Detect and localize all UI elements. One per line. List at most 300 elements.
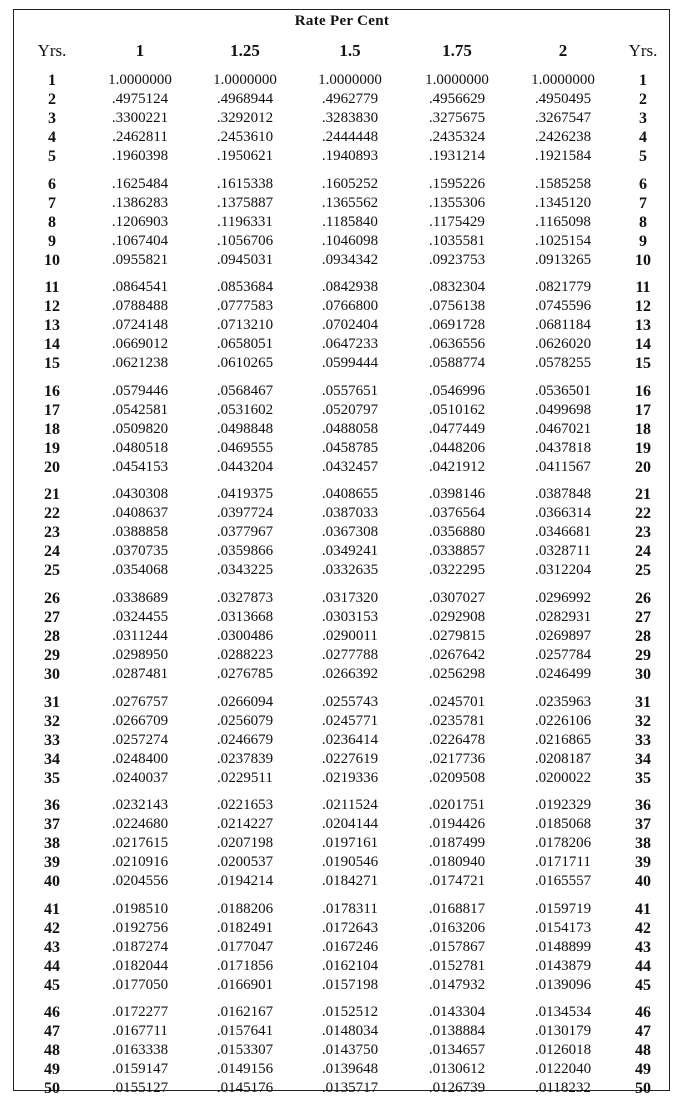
year-label-left: 28: [44, 628, 60, 645]
year-label-left: 13: [44, 317, 60, 335]
table-cell: .0421912: [428, 458, 486, 475]
table-cell: .0588774: [428, 355, 486, 372]
table-cell: .0531602: [216, 401, 274, 418]
yrs-header-left: Yrs.: [37, 41, 67, 60]
year-label-right: 40: [635, 873, 651, 891]
table-cell: .0499698: [534, 401, 592, 418]
table-cell: .0313668: [216, 609, 274, 625]
table-cell: .0180940: [428, 854, 486, 871]
table-cell: .0432457: [321, 458, 379, 475]
table-cell: .0842938: [321, 279, 379, 296]
table-cell: .1035581: [428, 232, 486, 249]
table-cell: .3292012: [216, 110, 274, 126]
rate-header: 1: [135, 41, 145, 60]
table-cell: .0126018: [534, 1042, 592, 1059]
table-cell: .0235781: [428, 712, 486, 729]
year-label-right: 29: [635, 647, 651, 664]
table-cell: .0255743: [321, 693, 379, 710]
table-cell: .0178206: [534, 835, 592, 852]
table-cell: .0171711: [535, 854, 591, 871]
table-cell: .0317320: [321, 590, 379, 606]
year-label-right: 28: [635, 628, 651, 645]
table-cell: .0610265: [216, 355, 274, 372]
table-cell: .1595226: [428, 175, 486, 192]
table-cell: .0134534: [534, 1004, 592, 1021]
table-cell: .0210916: [111, 854, 169, 871]
table-cell: .1196331: [217, 213, 273, 230]
table-cell: .1365562: [321, 194, 379, 211]
table-cell: .0647233: [321, 336, 379, 353]
year-label-left: 38: [44, 835, 60, 853]
table-cell: .0853684: [216, 279, 274, 296]
year-label-right: 13: [635, 317, 651, 335]
table-cell: .0185068: [534, 816, 592, 833]
year-label-right: 30: [635, 666, 651, 683]
table-cell: .0198510: [111, 900, 169, 917]
table-cell: .0277788: [321, 647, 379, 663]
table-cell: .0756138: [428, 298, 486, 315]
year-label-left: 16: [44, 382, 60, 400]
table-cell: .0240037: [111, 769, 169, 786]
year-label-right: 36: [635, 797, 651, 815]
year-label-left: 19: [44, 439, 60, 457]
table-cell: .0387033: [321, 505, 379, 522]
year-label-right: 27: [635, 609, 651, 626]
table-cell: .0188206: [216, 900, 274, 917]
table-cell: .0276785: [216, 666, 274, 682]
table-cell: .0152781: [428, 957, 486, 974]
table-cell: .1355306: [428, 194, 486, 211]
table-cell: .0327873: [216, 590, 274, 606]
year-label-right: 50: [635, 1080, 651, 1098]
table-cell: .0168817: [428, 900, 486, 917]
table-cell: .0152512: [321, 1004, 379, 1021]
table-cell: .0579446: [111, 382, 169, 399]
table-cell: .1185840: [322, 213, 378, 230]
table-cell: .0408655: [321, 486, 379, 503]
table-cell: .0139648: [321, 1061, 379, 1078]
table-cell: .0148899: [534, 938, 592, 955]
table-cell: .0832304: [428, 279, 486, 296]
table-cell: .0143879: [534, 957, 592, 974]
table-cell: .0204144: [321, 816, 379, 833]
table-cell: .0338857: [428, 543, 486, 560]
table-cell: .0377967: [216, 524, 274, 541]
table-cell: .0246499: [534, 666, 592, 682]
table-cell: .1175429: [429, 213, 485, 230]
table-cell: .0303153: [321, 609, 379, 625]
year-label-left: 46: [44, 1004, 60, 1022]
table-cell: .0143304: [428, 1004, 486, 1021]
table-cell: .0269897: [534, 628, 592, 644]
table-cell: .0211524: [322, 797, 378, 814]
table-cell: .0147932: [428, 976, 486, 993]
table-cell: .0208187: [534, 750, 592, 767]
table-cell: .0397724: [216, 505, 274, 522]
table-cell: .0235963: [534, 693, 592, 710]
table-cell: .0226478: [428, 731, 486, 748]
table-cell: .0167246: [321, 938, 379, 955]
table-cell: .1585258: [534, 175, 592, 192]
table-cell: .0157641: [216, 1023, 274, 1040]
year-label-right: 49: [635, 1061, 651, 1079]
year-label-right: 25: [635, 562, 651, 580]
year-label-right: 37: [635, 816, 651, 834]
table-cell: .0276757: [111, 693, 169, 710]
table-cell: .0245771: [321, 712, 379, 729]
table-cell: .0510162: [428, 401, 486, 418]
table-cell: .0498848: [216, 420, 274, 437]
table-cell: .0162167: [216, 1004, 274, 1021]
table-cell: .0229511: [217, 769, 273, 786]
table-cell: .0312204: [534, 562, 592, 579]
table-cell: .0192756: [111, 919, 169, 936]
table-cell: .4975124: [111, 91, 169, 107]
year-label-left: 40: [44, 873, 60, 891]
year-label-left: 50: [44, 1080, 60, 1098]
year-label-right: 15: [635, 355, 651, 373]
table-cell: .0163338: [111, 1042, 169, 1059]
table-cell: .3300221: [111, 110, 169, 126]
year-label-right: 21: [635, 486, 651, 504]
table-cell: .4956629: [428, 91, 486, 107]
year-label-left: 27: [44, 609, 60, 626]
table-cell: .0356880: [428, 524, 486, 541]
table-cell: .0153307: [216, 1042, 274, 1059]
table-cell: .0266392: [321, 666, 379, 682]
year-label-left: 18: [44, 420, 60, 438]
table-cell: .0266709: [111, 712, 169, 729]
table-cell: .0387848: [534, 486, 592, 503]
table-cell: .1625484: [111, 175, 169, 192]
table-cell: .0177050: [111, 976, 169, 993]
table-cell: .0266094: [216, 693, 274, 710]
year-label-left: 25: [44, 562, 60, 580]
table-cell: .0224680: [111, 816, 169, 833]
table-cell: .1025154: [534, 232, 592, 249]
table-cell: .0469555: [216, 439, 274, 456]
rate-header: 1.5: [339, 41, 361, 60]
year-label-right: 45: [635, 976, 651, 994]
year-label-left: 10: [44, 251, 60, 269]
table-cell: .0913265: [534, 251, 592, 268]
year-label-left: 4: [48, 129, 56, 146]
table-cell: .0411567: [535, 458, 591, 475]
table-cell: .1206903: [111, 213, 169, 230]
table-cell: .2453610: [216, 129, 274, 145]
table-cell: .0788488: [111, 298, 169, 315]
table-cell: .0145176: [216, 1080, 274, 1097]
table-cell: .0226106: [534, 712, 592, 729]
rate-header: 1.25: [230, 41, 260, 60]
table-cell: .3275675: [428, 110, 486, 126]
table-cell: .1056706: [216, 232, 274, 249]
table-cell: .0200537: [216, 854, 274, 871]
table-cell: .0520797: [321, 401, 379, 418]
table-cell: .0187499: [428, 835, 486, 852]
year-label-left: 34: [44, 750, 60, 768]
year-label-left: 35: [44, 769, 60, 787]
table-cell: .0388858: [111, 524, 169, 541]
table-cell: 1.0000000: [425, 72, 489, 88]
year-label-left: 21: [44, 486, 60, 504]
table-cell: .0256079: [216, 712, 274, 729]
table-cell: .0349241: [321, 543, 379, 560]
year-label-left: 24: [44, 543, 60, 561]
table-cell: .0245701: [428, 693, 486, 710]
year-label-left: 26: [44, 590, 60, 607]
table-cell: .0568467: [216, 382, 274, 399]
table-cell: .0165557: [534, 873, 592, 890]
rate-header: 1.75: [442, 41, 472, 60]
table-cell: .0480518: [111, 439, 169, 456]
year-label-right: 19: [635, 439, 651, 457]
table-cell: .2426238: [534, 129, 592, 145]
year-label-right: 8: [639, 213, 647, 231]
table-cell: .0279815: [428, 628, 486, 644]
year-label-right: 14: [635, 336, 651, 354]
table-cell: .0443204: [216, 458, 274, 475]
table-cell: .0766800: [321, 298, 379, 315]
table-cell: .0257274: [111, 731, 169, 748]
year-label-left: 7: [48, 194, 56, 212]
table-cell: .0143750: [321, 1042, 379, 1059]
table-cell: .1940893: [321, 148, 379, 164]
year-label-left: 30: [44, 666, 60, 683]
year-label-right: 9: [639, 232, 647, 250]
table-cell: .0149156: [216, 1061, 274, 1078]
table-cell: .0209508: [428, 769, 486, 786]
table-cell: .0138884: [428, 1023, 486, 1040]
year-label-left: 1: [48, 72, 56, 89]
year-label-right: 17: [635, 401, 651, 419]
table-cell: .0148034: [321, 1023, 379, 1040]
year-label-right: 22: [635, 505, 651, 523]
table-cell: .0367308: [321, 524, 379, 541]
year-label-left: 29: [44, 647, 60, 664]
table-cell: .0945031: [216, 251, 274, 268]
table-cell: .0257784: [534, 647, 592, 663]
table-cell: .0216865: [534, 731, 592, 748]
year-label-left: 44: [44, 957, 60, 975]
year-label-right: 1: [639, 72, 647, 89]
table-cell: .0669012: [111, 336, 169, 353]
year-label-left: 6: [48, 175, 56, 193]
year-label-right: 18: [635, 420, 651, 438]
table-cell: .0557651: [321, 382, 379, 399]
table-cell: .0322295: [428, 562, 486, 579]
year-label-right: 24: [635, 543, 651, 561]
table-cell: .1960398: [111, 148, 169, 164]
table-cell: .0182491: [216, 919, 274, 936]
table-cell: .0172277: [111, 1004, 169, 1021]
table-cell: .0190546: [321, 854, 379, 871]
table-cell: .0219336: [321, 769, 379, 786]
table-cell: .0157867: [428, 938, 486, 955]
table-cell: .0155127: [111, 1080, 169, 1097]
table-cell: .0288223: [216, 647, 274, 663]
table-cell: .1386283: [111, 194, 169, 211]
year-label-right: 4: [639, 129, 647, 146]
rate-header: 2: [558, 41, 568, 60]
table-cell: .0282931: [534, 609, 592, 625]
table-cell: .0599444: [321, 355, 379, 372]
year-label-left: 17: [44, 401, 60, 419]
table-cell: .0236414: [321, 731, 379, 748]
year-label-left: 9: [48, 232, 56, 250]
table-cell: .0777583: [216, 298, 274, 315]
table-cell: .0536501: [534, 382, 592, 399]
year-label-right: 38: [635, 835, 651, 853]
table-cell: .0171856: [216, 957, 274, 974]
table-cell: .1067404: [111, 232, 169, 249]
year-label-left: 31: [44, 693, 60, 711]
year-label-right: 35: [635, 769, 651, 787]
table-cell: .1921584: [534, 148, 592, 164]
year-label-left: 37: [44, 816, 60, 834]
table-cell: .0200022: [534, 769, 592, 786]
table-cell: .0691728: [428, 317, 486, 334]
year-label-right: 39: [635, 854, 651, 872]
table-cell: .0157198: [321, 976, 379, 993]
table-cell: .0681184: [535, 317, 591, 334]
table-cell: .1605252: [321, 175, 379, 192]
table-cell: .1950621: [216, 148, 274, 164]
table-cell: .0159719: [534, 900, 592, 917]
table-cell: .0192329: [534, 797, 592, 814]
year-label-right: 31: [635, 693, 651, 711]
year-label-right: 33: [635, 731, 651, 749]
table-cell: .0130612: [428, 1061, 486, 1078]
table-cell: .0354068: [111, 562, 169, 579]
table-cell: .0458785: [321, 439, 379, 456]
year-label-left: 42: [44, 919, 60, 937]
year-label-left: 14: [44, 336, 60, 354]
table-cell: .0217736: [428, 750, 486, 767]
year-label-right: 6: [639, 175, 647, 193]
year-label-left: 47: [44, 1023, 60, 1041]
table-cell: .0166901: [216, 976, 274, 993]
table-cell: .0246679: [216, 731, 274, 748]
table-cell: .0214227: [216, 816, 274, 833]
year-label-right: 10: [635, 251, 651, 269]
table-cell: .0713210: [216, 317, 274, 334]
year-label-right: 42: [635, 919, 651, 937]
table-cell: .2444448: [321, 129, 379, 145]
year-label-left: 32: [44, 712, 60, 730]
year-label-right: 26: [635, 590, 651, 607]
table-cell: .0346681: [534, 524, 592, 541]
year-label-right: 46: [635, 1004, 651, 1022]
table-cell: .1165098: [535, 213, 591, 230]
year-label-left: 2: [48, 91, 56, 108]
year-label-right: 43: [635, 938, 651, 956]
table-cell: .0430308: [111, 486, 169, 503]
year-label-right: 34: [635, 750, 651, 768]
table-cell: .0934342: [321, 251, 379, 268]
table-cell: .1345120: [534, 194, 592, 211]
table-cell: .2462811: [112, 129, 168, 145]
table-cell: 1.0000000: [318, 72, 382, 88]
year-label-left: 5: [48, 148, 56, 165]
table-cell: .0398146: [428, 486, 486, 503]
table-cell: .0324455: [111, 609, 169, 625]
table-cell: .0194426: [428, 816, 486, 833]
table-cell: .0162104: [321, 957, 379, 974]
table-cell: .4968944: [216, 91, 274, 107]
table-cell: 1.0000000: [531, 72, 595, 88]
table-cell: .0343225: [216, 562, 274, 579]
year-label-left: 41: [44, 900, 60, 918]
table-cell: .0227619: [321, 750, 379, 767]
table-cell: .0370735: [111, 543, 169, 560]
yrs-header-right: Yrs.: [628, 41, 658, 60]
table-cell: .0359866: [216, 543, 274, 560]
table-cell: .0488058: [321, 420, 379, 437]
table-cell: .0621238: [111, 355, 169, 372]
table-cell: .0300486: [216, 628, 274, 644]
table-cell: .0437818: [534, 439, 592, 456]
table-cell: .0187274: [111, 938, 169, 955]
year-label-right: 44: [635, 957, 651, 975]
year-label-right: 23: [635, 524, 651, 542]
year-label-left: 20: [44, 458, 60, 476]
year-label-right: 11: [635, 279, 651, 297]
year-label-right: 47: [635, 1023, 651, 1041]
table-cell: .0267642: [428, 647, 486, 663]
table-cell: .0118232: [535, 1080, 591, 1097]
table-cell: .0182044: [111, 957, 169, 974]
table-cell: .0178311: [322, 900, 378, 917]
table-cell: .0172643: [321, 919, 379, 936]
table-cell: .0167711: [112, 1023, 168, 1040]
table-title: Rate Per Cent: [294, 13, 390, 29]
year-label-left: 22: [44, 505, 60, 523]
year-label-right: 41: [635, 900, 651, 918]
year-label-left: 39: [44, 854, 60, 872]
table-cell: .0542581: [111, 401, 169, 418]
table-cell: .4962779: [321, 91, 379, 107]
table-cell: 1.0000000: [108, 72, 172, 88]
year-label-right: 5: [639, 148, 647, 165]
table-cell: .0408637: [111, 505, 169, 522]
year-label-left: 15: [44, 355, 60, 373]
year-label-right: 48: [635, 1042, 651, 1060]
table-cell: .0184271: [321, 873, 379, 890]
table-cell: .0197161: [321, 835, 379, 852]
year-label-left: 23: [44, 524, 60, 542]
table-cell: .0126739: [428, 1080, 486, 1097]
table-cell: .0376564: [428, 505, 486, 522]
table-cell: .0328711: [535, 543, 591, 560]
year-label-left: 8: [48, 213, 56, 231]
table-cell: .0509820: [111, 420, 169, 437]
year-label-right: 3: [639, 110, 647, 127]
year-label-right: 7: [639, 194, 647, 212]
year-label-left: 11: [44, 279, 60, 297]
table-cell: .0658051: [216, 336, 274, 353]
year-label-left: 43: [44, 938, 60, 956]
table-cell: .2435324: [428, 129, 486, 145]
table-cell: .1046098: [321, 232, 379, 249]
table-cell: .0702404: [321, 317, 379, 334]
table-cell: .0448206: [428, 439, 486, 456]
table-cell: .0174721: [428, 873, 486, 890]
table-cell: .0159147: [111, 1061, 169, 1078]
year-label-left: 33: [44, 731, 60, 749]
table-cell: .0298950: [111, 647, 169, 663]
table-cell: .0578255: [534, 355, 592, 372]
